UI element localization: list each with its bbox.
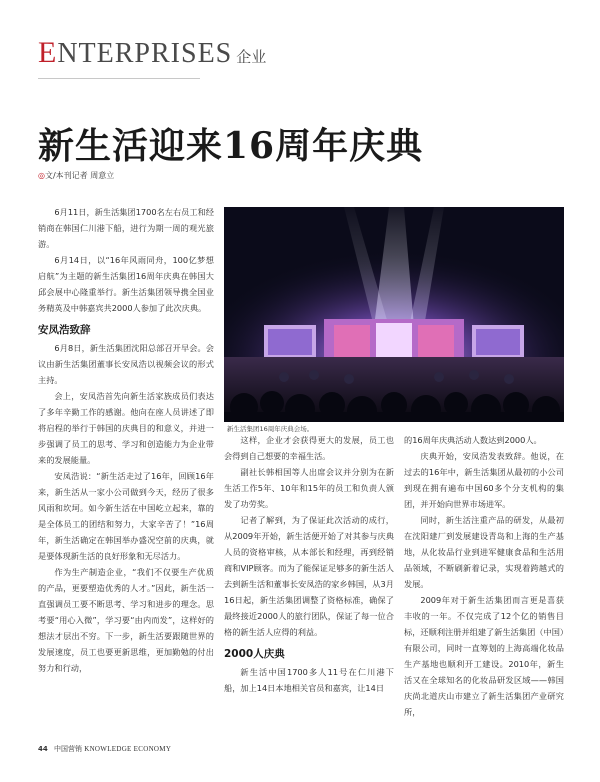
page-footer (38, 744, 171, 754)
concert-stage-illustration (224, 207, 564, 422)
section-rest-letters: NTERPRISES (57, 38, 233, 69)
section-divider (38, 78, 200, 79)
paragraph: 6月8日，新生活集团沈阳总部召开早会。会议由新生活集团董事长安凤浩以视频会议的形式主持。 (38, 343, 214, 385)
article-title: 新生活迎来16周年庆典 (38, 125, 424, 167)
paragraph: 庆典开始，安凤浩发表致辞。他说，在过去的16年中，新生活集团从最初的小公司到现在拥有遍布中国60多个分支机构的集团，并开始向世界市场进军。 (404, 451, 564, 509)
section-header (38, 36, 266, 70)
paragraph: 6月14日，以“16年风雨同舟，100亿梦想启航”为主题的新生活集团16周年庆典在韩国大邱会展中心隆重举行。新生活集团领导携全国业务精英及中韩嘉宾共2000人参加了此次庆典。 (38, 255, 214, 313)
subheading: 2000人庆典 (224, 648, 285, 660)
byline-text: 文/本刊记者 周意立 (44, 171, 115, 180)
magazine-name-cn: 中国营销 (53, 745, 82, 753)
paragraph: 6月11日，新生活集团1700名左右员工和经销商在韩国仁川港下船，进行为期一周的观光旅游。 (38, 207, 214, 249)
text-column-1 (38, 204, 214, 676)
paragraph: 的16周年庆典活动人数达到2000人。 (404, 435, 542, 445)
paragraph: 作为生产制造企业，“我们不仅要生产优质的产品，更要塑造优秀的人才。”因此，新生活一直强调员工要不断思考、学习和进步的理念。思考要“用心入微”，学习要“由内而发”，这样好的想法才层出不穷。下一步，新生活要跟随世界的发展速度，员工也要更新思维，更加勤勉的付出努力和行动， (38, 567, 214, 673)
event-photo (224, 207, 564, 422)
paragraph: 会上，安凤浩首先向新生活家族成员们表达了多年辛勤工作的感谢。他向在座人员讲述了即将启程的举行于韩国的庆典目的和意义，并进一步强调了员工的思考、学习和创造能力为企业带来的发展能量。 (38, 391, 214, 465)
paragraph: 记者了解到，为了保证此次活动的成行，从2009年开始，新生活便开始了对其参与庆典人员的资格审核，从本部长和经理，再到经销商和VIP顾客。而为了能保证足够多的新生活人去到新生活和董事长安凤浩的家乡韩国，从3月16日起，新生活集团调整了资格标准，确保了最终接近2000人的旅行团队，保证了每一位合格的新生活人应得的利益。 (224, 515, 394, 637)
paragraph: 新生活中国1700多人11号在仁川港下船，加上14日本地相关官员和嘉宾，让14日 (224, 667, 394, 693)
paragraph: 2009年对于新生活集团而言更是喜获丰收的一年。不仅完成了12个亿的销售目标，还顺利注册并组建了新生活集团（中国）有限公司，同时一直筹划的上海高端化妆品生产基地也顺利开工建设。2010年，新生活又在全球知名的化妆品研发区域——韩国庆尚北道庆山市建立了新生活集团产业研究所， (404, 595, 564, 717)
photo-caption: 新生活集团16周年庆典会场。 (227, 425, 314, 433)
section-label-chinese: 企业 (236, 48, 267, 66)
byline (38, 170, 114, 181)
paragraph: 副社长韩相国等人出席会议并分别为在新生活工作5年、10年和15年的员工和负责人颁发了功劳奖。 (224, 467, 394, 509)
paragraph: 安凤浩说：“新生活走过了16年，回顾16年来，新生活从一家小公司做到今天，经历了很多风雨和坎坷。如今新生活在中国屹立起来，靠的是全体员工的团结和努力，大家辛苦了！”16周年，新生活确定在韩国举办盛况空前的庆典，就是要体现新生活的良好形象和无尽活力。 (38, 471, 214, 561)
page-number: 44 (38, 745, 48, 753)
byline-mark: ◎ (38, 171, 45, 180)
section-first-letter: E (38, 36, 58, 69)
subheading: 安凤浩致辞 (38, 324, 91, 336)
paragraph: 同时，新生活注重产品的研发，从最初在沈阳建厂到发展建设青岛和上海的生产基地，从化妆品行业到进军健康食品和生活用品领域，不断刷新着记录，实现着跨越式的发展。 (404, 515, 564, 589)
paragraph: 这样，企业才会获得更大的发展，员工也会得到自己想要的幸福生活。 (224, 435, 394, 461)
magazine-name-en: KNOWLEDGE ECONOMY (84, 745, 172, 753)
section-label-english (38, 36, 232, 70)
text-column-2 (224, 432, 394, 696)
text-column-3 (404, 432, 564, 720)
